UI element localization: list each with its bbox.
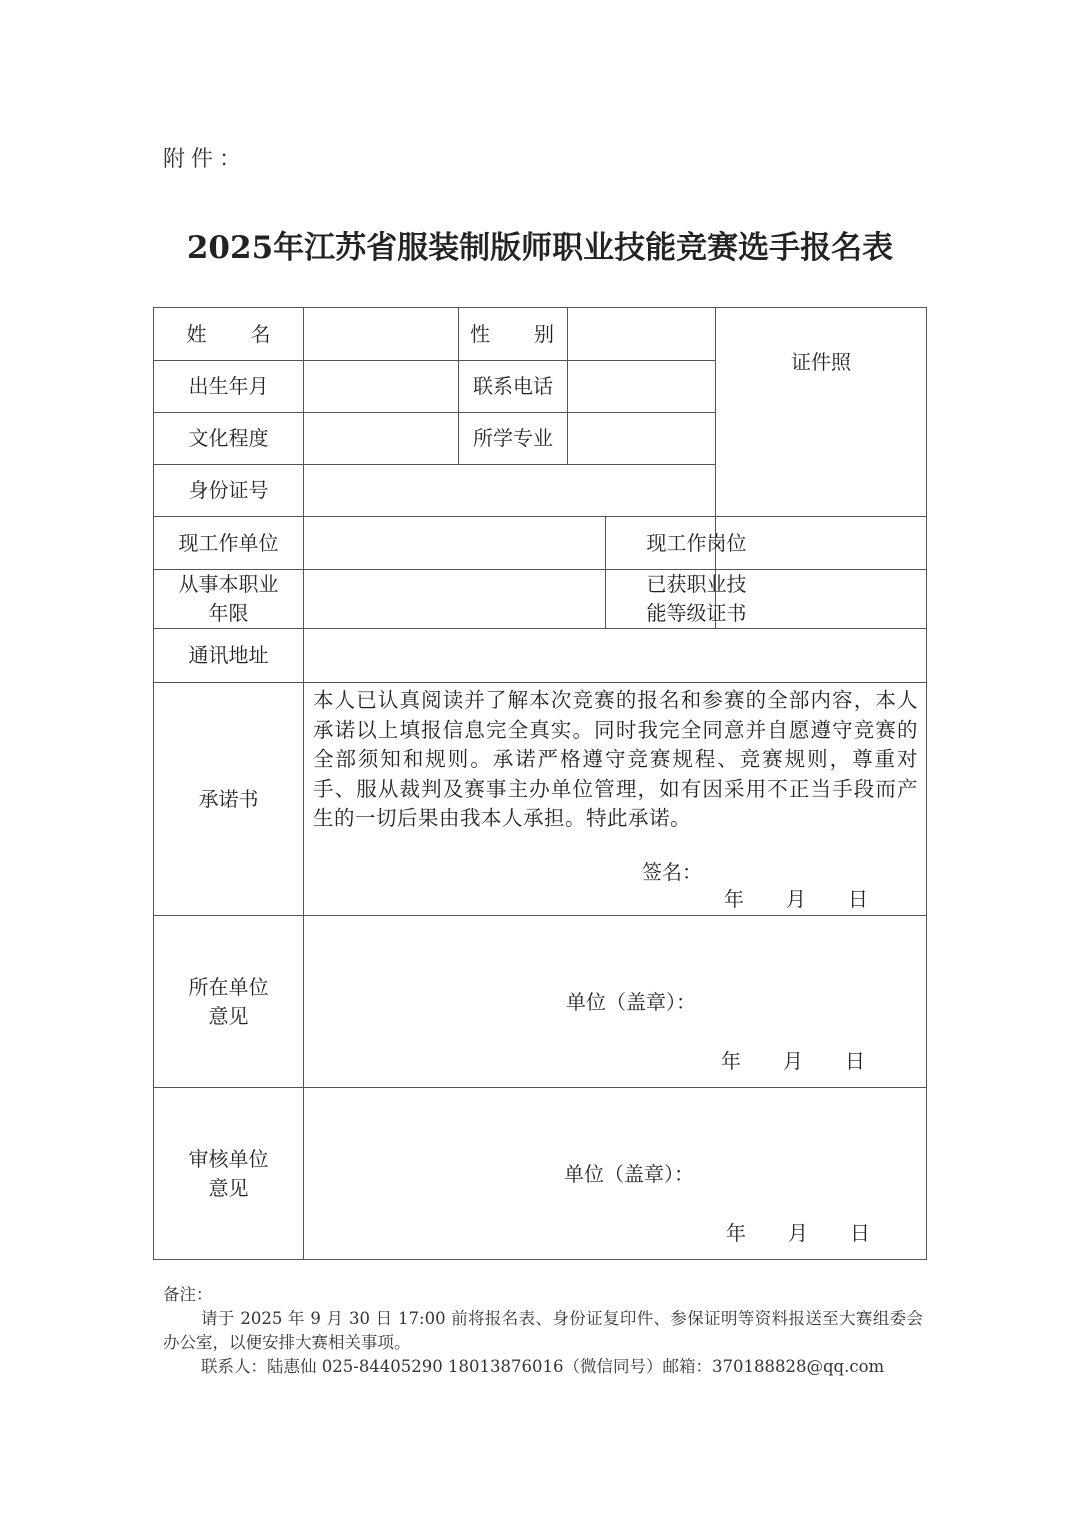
photo-label: 证件照: [791, 349, 851, 374]
notes-line-2: 联系人：陆惠仙 025-84405290 18013876016（微信同号）邮箱：370188828@qq.com: [201, 1357, 885, 1376]
birth-label: 出生年月: [154, 361, 304, 413]
attachment-label: 附件：: [163, 147, 248, 172]
unit-opinion-stamp: 单位（盖章）：: [566, 990, 696, 1014]
pledge-text: 本人已认真阅读并了解本次竞赛的报名和参赛的全部内容，本人承诺以上填报信息完全真实。同时我完全同意并自愿遵守竞赛的全部须知和规则。承诺严格遵守竞赛规程、竞赛规则，尊重对手、服从裁判及赛事主办单位管理，如有因采用不正当手段而产生的一切后果由我本人承担。特此承诺。: [313, 688, 918, 830]
cert-label: 已获职业技 能等级证书: [606, 570, 716, 629]
notes-section: [163, 1283, 923, 1379]
name-value[interactable]: [304, 308, 459, 361]
work-unit-value[interactable]: [304, 517, 606, 570]
education-value[interactable]: [304, 413, 459, 465]
pledge-label: 承诺书: [154, 683, 304, 916]
photo-box[interactable]: [716, 308, 927, 517]
address-value[interactable]: [304, 629, 927, 683]
major-label: 所学专业: [459, 413, 568, 465]
gender-value[interactable]: [568, 308, 716, 361]
unit-opinion-cell[interactable]: [304, 916, 927, 1088]
gender-label: 性 别: [459, 308, 568, 361]
cert-value[interactable]: [716, 570, 927, 629]
notes-heading: 备注：: [163, 1285, 213, 1304]
years-value[interactable]: [304, 570, 606, 629]
pledge-date[interactable]: 年 月 日: [724, 887, 868, 911]
work-post-value[interactable]: [716, 517, 927, 570]
pledge-signature[interactable]: 签名：: [642, 860, 702, 884]
work-post-label: 现工作岗位: [606, 517, 716, 570]
phone-label: 联系电话: [459, 361, 568, 413]
birth-value[interactable]: [304, 361, 459, 413]
form-title: 2025年江苏省服装制版师职业技能竞赛选手报名表: [186, 230, 894, 266]
id-number-label: 身份证号: [154, 465, 304, 517]
notes-line-1: 请于 2025 年 9 月 30 日 17:00 前将报名表、身份证复印件、参保证明等资料报送至大赛组委会办公室，以便安排大赛相关事项。: [163, 1309, 923, 1352]
address-label: 通讯地址: [154, 629, 304, 683]
unit-opinion-date[interactable]: 年 月 日: [721, 1049, 865, 1073]
id-number-value[interactable]: [304, 465, 716, 517]
major-value[interactable]: [568, 413, 716, 465]
phone-value[interactable]: [568, 361, 716, 413]
education-label: 文化程度: [154, 413, 304, 465]
name-label: 姓 名: [154, 308, 304, 361]
registration-form-table: [153, 307, 927, 1260]
years-label: 从事本职业 年限: [154, 570, 304, 629]
work-unit-label: 现工作单位: [154, 517, 304, 570]
unit-opinion-label: 所在单位 意见: [154, 916, 304, 1088]
review-opinion-stamp: 单位（盖章）：: [564, 1162, 694, 1186]
pledge-cell: [304, 683, 927, 916]
review-opinion-label: 审核单位 意见: [154, 1088, 304, 1260]
review-opinion-date[interactable]: 年 月 日: [726, 1221, 870, 1245]
review-opinion-cell[interactable]: [304, 1088, 927, 1260]
